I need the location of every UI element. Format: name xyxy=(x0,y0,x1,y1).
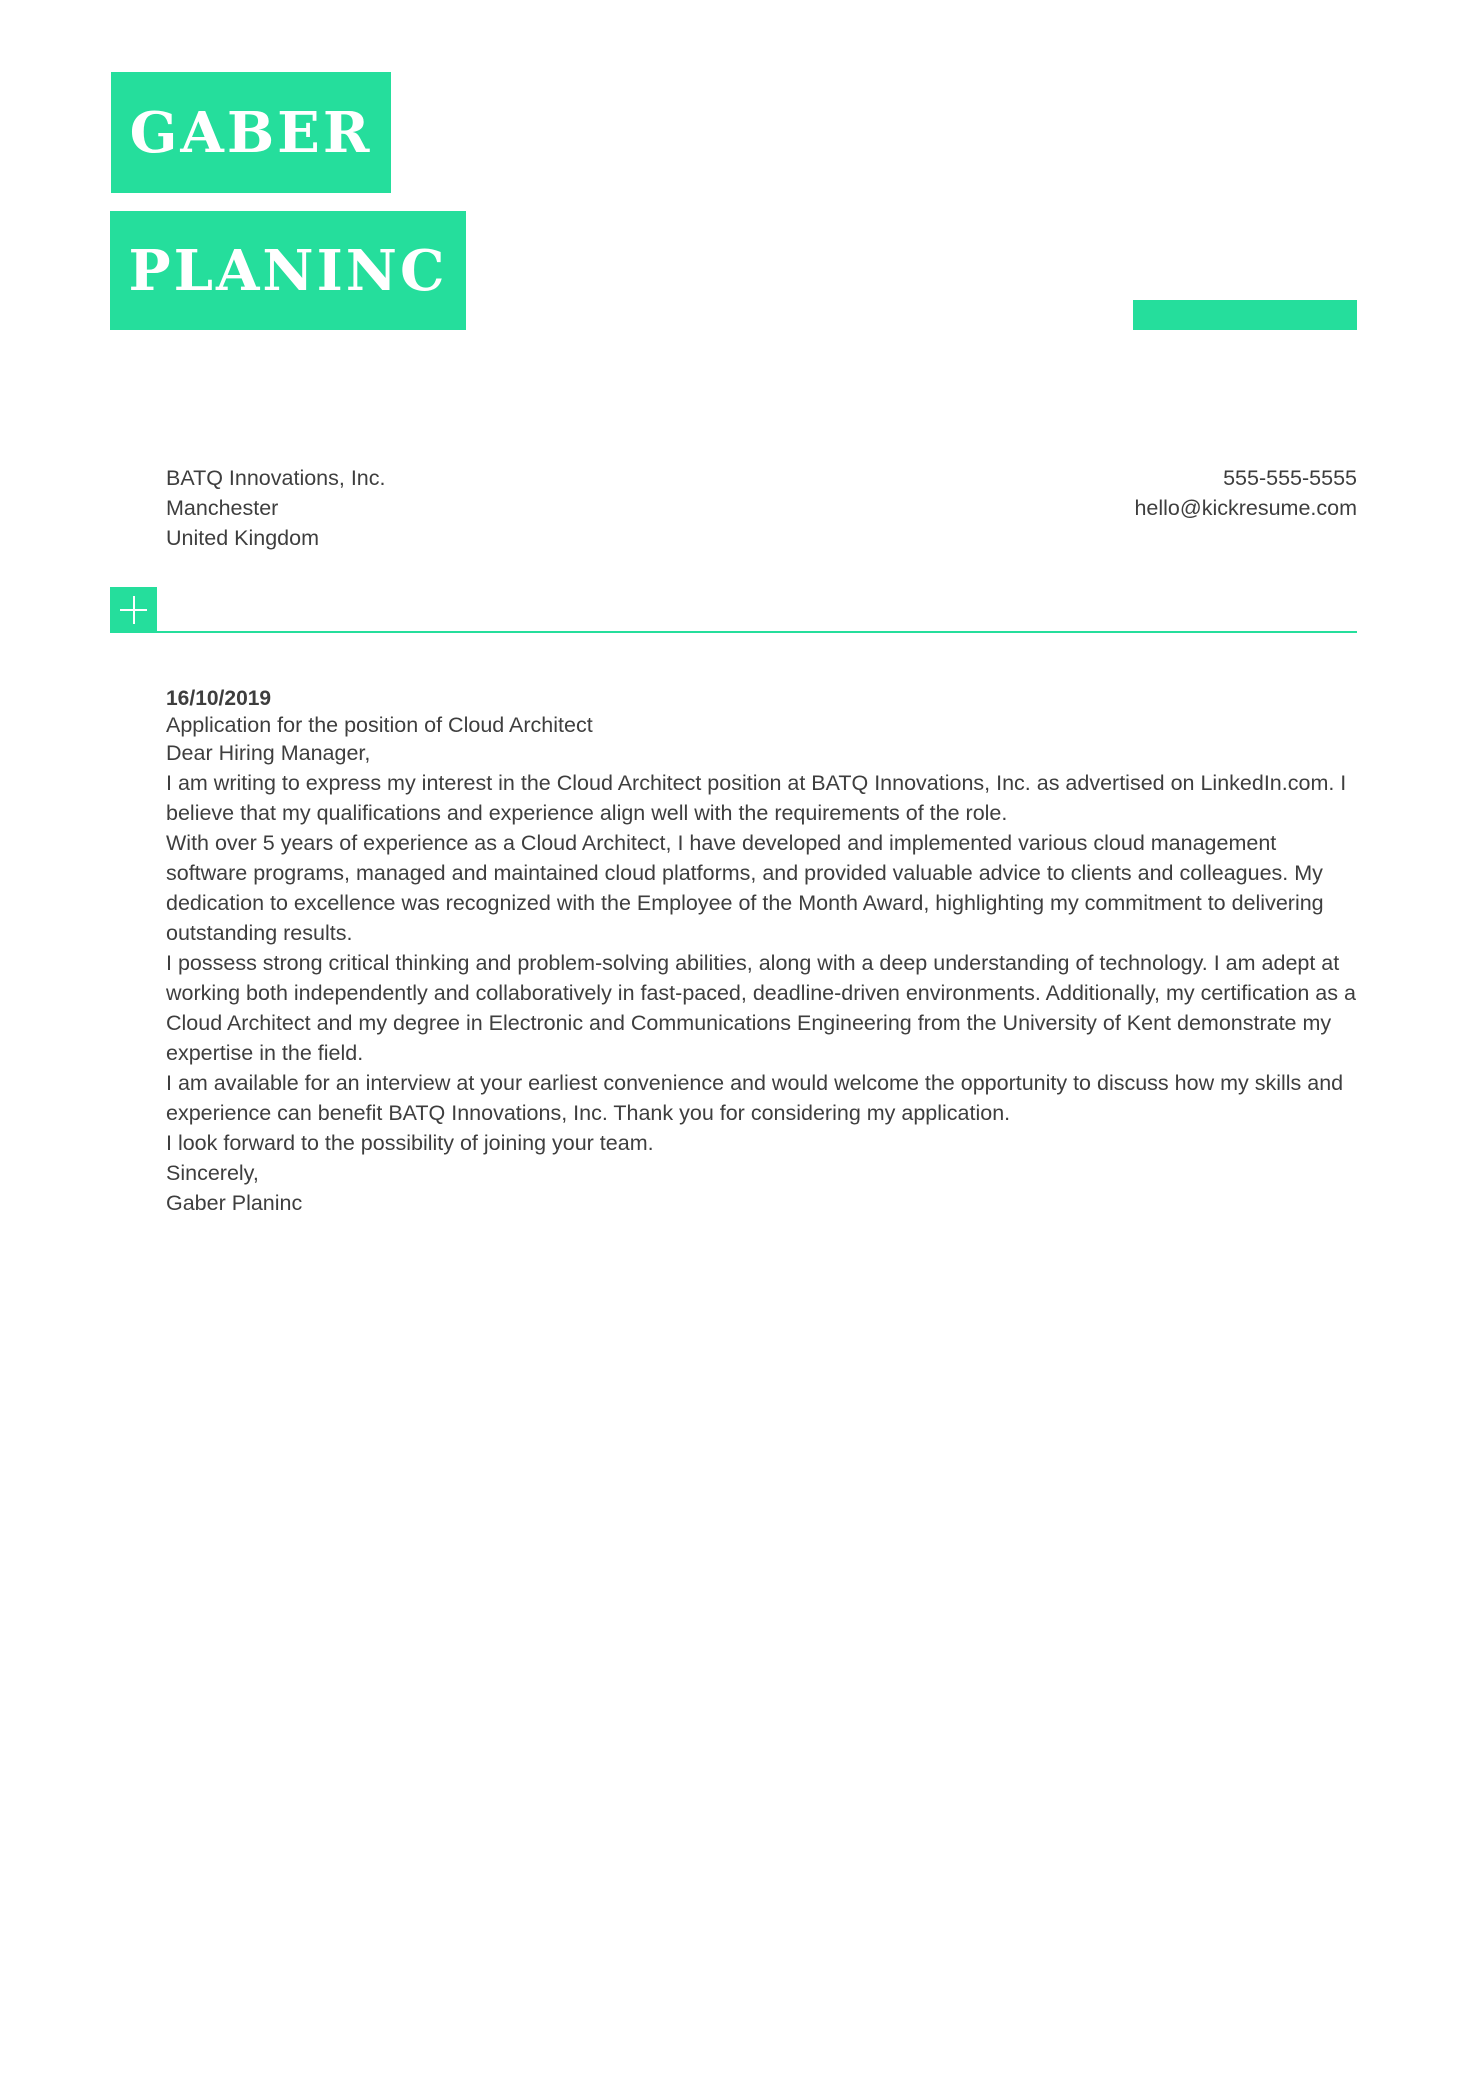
letter-paragraph-2: With over 5 years of experience as a Cloud Architect, I have developed and implemented various cloud management software programs, managed and maintained cloud platforms, and provided valuable advice to clients and colleagues. My dedication to excellence was recognized with the Employee of the Month Award, highlighting my commitment to delivering outstanding results. xyxy=(166,831,1324,945)
divider-line xyxy=(110,631,1357,633)
letter-closing: Sincerely, xyxy=(166,1161,259,1185)
letter-body xyxy=(166,686,1358,1218)
applicant-last-name-block xyxy=(110,211,466,330)
letter-subject: Application for the position of Cloud Architect xyxy=(166,713,593,737)
applicant-last-name: PLANINC xyxy=(128,237,448,304)
sender-phone: 555-555-5555 xyxy=(1223,466,1357,490)
recipient-address xyxy=(166,463,385,553)
applicant-first-name-block xyxy=(111,72,391,193)
recipient-city: Manchester xyxy=(166,496,279,520)
sender-email: hello@kickresume.com xyxy=(1134,496,1357,520)
applicant-first-name: GABER xyxy=(129,99,373,166)
plus-icon xyxy=(110,587,157,633)
sender-contact xyxy=(1134,463,1357,553)
recipient-country: United Kingdom xyxy=(166,526,319,550)
plus-icon-vertical-bar xyxy=(133,596,135,624)
letter-greeting: Dear Hiring Manager, xyxy=(166,741,371,765)
decorative-accent-bar xyxy=(1133,300,1357,330)
letter-paragraph-5: I look forward to the possibility of joining your team. xyxy=(166,1131,654,1155)
contact-section xyxy=(166,463,1357,553)
letter-paragraph-4: I am available for an interview at your earliest convenience and would welcome the opportunity to discuss how my skills and experience can benefit BATQ Innovations, Inc. Thank you for considering my application. xyxy=(166,1071,1344,1125)
letter-paragraph-3: I possess strong critical thinking and problem-solving abilities, along with a deep understanding of technology. I am adept at working both independently and collaboratively in fast-paced, deadline-driven environments. Additionally, my certification as a Cloud Architect and my degree in Electronic and Communications Engineering from the University of Kent demonstrate my expertise in the field. xyxy=(166,951,1356,1065)
letter-date: 16/10/2019 xyxy=(166,687,272,710)
letter-paragraph-1: I am writing to express my interest in the Cloud Architect position at BATQ Innovations, Inc. as advertised on LinkedIn.com. I believe that my qualifications and experience align well with the requirements of the role. xyxy=(166,771,1347,825)
letter-signature: Gaber Planinc xyxy=(166,1191,303,1215)
recipient-company: BATQ Innovations, Inc. xyxy=(166,466,386,490)
